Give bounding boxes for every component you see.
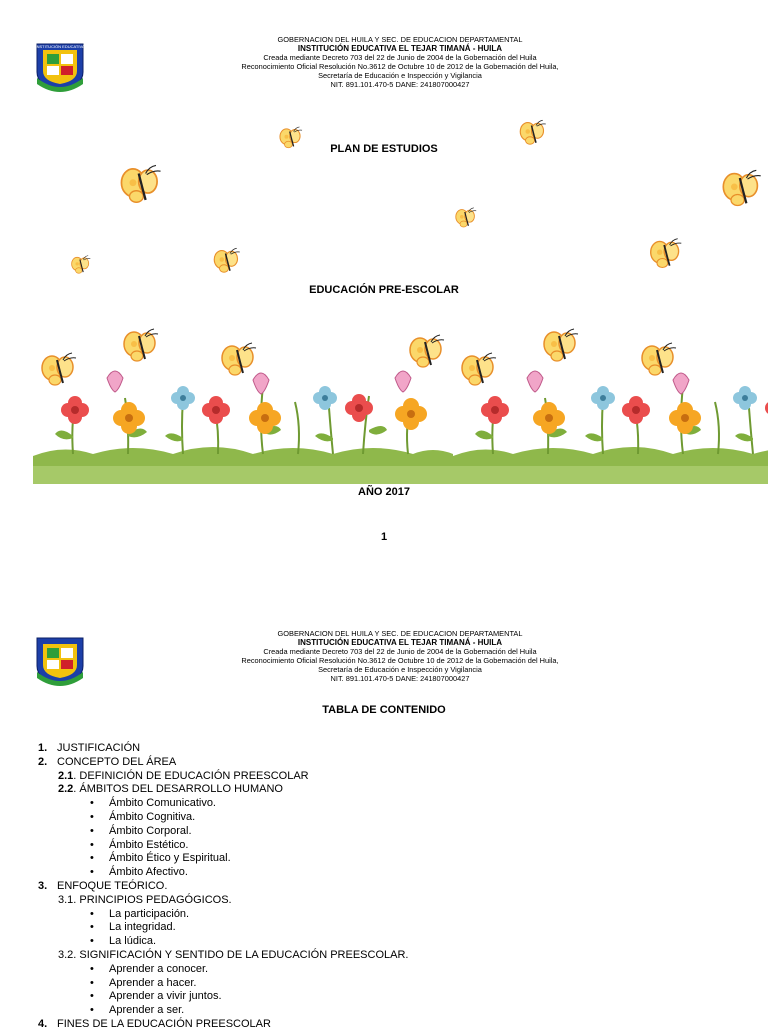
toc-item bbox=[38, 921, 758, 935]
svg-text:INSTITUCIÓN EDUCATIVA: INSTITUCIÓN EDUCATIVA bbox=[35, 44, 85, 49]
header-line-3: Creada mediante Decreto 703 del 22 de Junio de 2004 de la Gobernación del Huila bbox=[263, 647, 537, 656]
toc-item bbox=[38, 963, 758, 977]
toc-item bbox=[38, 783, 758, 797]
toc-item bbox=[38, 894, 758, 908]
header-line-5: Secretaría de Educación e Inspección y Vigilancia bbox=[318, 71, 482, 80]
toc-item-text: Ámbito Estético. bbox=[109, 838, 189, 851]
toc-item-text: Ámbito Afectivo. bbox=[109, 866, 188, 879]
toc-item-number: 2.2 bbox=[58, 783, 74, 796]
toc-item bbox=[38, 1004, 758, 1018]
toc-item-text: Ámbito Ético y Espiritual. bbox=[109, 852, 231, 865]
bullet-icon: • bbox=[90, 935, 94, 948]
toc-item-text: FINES DE LA EDUCACIÓN PREESCOLAR bbox=[57, 1017, 271, 1030]
bullet-icon: • bbox=[90, 962, 94, 975]
butterfly-icon bbox=[212, 246, 242, 276]
butterfly-icon bbox=[70, 254, 92, 276]
toc-item-text: CONCEPTO DEL ÁREA bbox=[57, 755, 177, 768]
toc-item bbox=[38, 977, 758, 991]
toc-item-text: La lúdica. bbox=[109, 935, 157, 948]
page-separator bbox=[0, 570, 768, 612]
toc-item-text: . DEFINICIÓN DE EDUCACIÓN PREESCOLAR bbox=[73, 769, 309, 782]
institution-header bbox=[200, 629, 600, 683]
header-line-5: Secretaría de Educación e Inspección y Vigilancia bbox=[318, 665, 482, 674]
header-institution-name: INSTITUCIÓN EDUCATIVA EL TEJAR TIMANÁ - HUILA bbox=[297, 638, 503, 647]
toc-item-text: Aprender a ser. bbox=[109, 1004, 185, 1017]
toc-item-text: Aprender a vivir juntos. bbox=[109, 990, 222, 1003]
bullet-icon: • bbox=[90, 838, 94, 851]
toc-item-number: 1. bbox=[38, 742, 48, 754]
bullet-icon: • bbox=[90, 1004, 94, 1017]
toc-item-text: Ámbito Cognitiva. bbox=[109, 810, 196, 823]
toc-item-text: ENFOQUE TEÓRICO. bbox=[57, 879, 168, 892]
school-crest-logo bbox=[33, 632, 87, 686]
butterfly-icon bbox=[648, 236, 684, 272]
header-line-6: NIT. 891.101.470-5 DANE: 241807000427 bbox=[330, 674, 470, 683]
toc-item-number: 4. bbox=[38, 1017, 48, 1030]
toc-item-text: Aprender a conocer. bbox=[109, 962, 209, 975]
bullet-icon: • bbox=[90, 921, 94, 934]
toc-item-text: 3.1. PRINCIPIOS PEDAGÓGICOS. bbox=[58, 893, 232, 906]
toc-item-text: Aprender a hacer. bbox=[109, 976, 197, 989]
toc-item-text: 3.2. SIGNIFICACIÓN Y SENTIDO DE LA EDUCACIÓN PREESCOLAR. bbox=[58, 948, 409, 961]
toc-item-number: 2. bbox=[38, 755, 48, 768]
toc-item bbox=[38, 908, 758, 922]
toc-item bbox=[38, 935, 758, 949]
butterfly-icon bbox=[720, 167, 764, 211]
butterfly-icon bbox=[118, 162, 164, 208]
header-institution-name: INSTITUCIÓN EDUCATIVA EL TEJAR TIMANÁ - HUILA bbox=[297, 44, 503, 53]
header-line-3: Creada mediante Decreto 703 del 22 de Junio de 2004 de la Gobernación del Huila bbox=[263, 53, 537, 62]
toc-item-text: La integridad. bbox=[109, 921, 176, 934]
toc-item bbox=[38, 852, 758, 866]
toc-item bbox=[38, 990, 758, 1004]
toc-item-text: La participación. bbox=[109, 907, 190, 920]
contents-title: TABLA DE CONTENIDO bbox=[322, 704, 446, 716]
toc-item-text: . ÁMBITOS DEL DESARROLLO HUMANO bbox=[73, 783, 283, 796]
bullet-icon: • bbox=[90, 852, 94, 865]
page-number: 1 bbox=[380, 531, 388, 543]
contents-page bbox=[0, 612, 768, 1030]
table-of-contents bbox=[38, 742, 758, 1032]
header-line-6: NIT. 891.101.470-5 DANE: 241807000427 bbox=[330, 80, 470, 89]
bullet-icon: • bbox=[90, 990, 94, 1003]
plan-title: PLAN DE ESTUDIOS bbox=[330, 143, 438, 155]
bullet-icon: • bbox=[90, 797, 94, 810]
institution-header bbox=[200, 35, 600, 89]
toc-item bbox=[38, 797, 758, 811]
bullet-icon: • bbox=[90, 824, 94, 837]
toc-item bbox=[38, 756, 758, 770]
toc-item-text: Ámbito Comunicativo. bbox=[109, 797, 216, 810]
toc-item-text: JUSTIFICACIÓN bbox=[57, 742, 141, 754]
toc-item bbox=[38, 949, 758, 963]
year-label: AÑO 2017 bbox=[358, 486, 410, 498]
bullet-icon: • bbox=[90, 976, 94, 989]
toc-item-number: 2.1 bbox=[58, 769, 74, 782]
toc-item-number: 3. bbox=[38, 879, 48, 892]
toc-item bbox=[38, 1018, 758, 1032]
toc-item bbox=[38, 811, 758, 825]
toc-item bbox=[38, 866, 758, 880]
toc-item bbox=[38, 880, 758, 894]
toc-item bbox=[38, 839, 758, 853]
header-line-1: GOBERNACION DEL HUILA Y SEC. DE EDUCACION DEPARTAMENTAL bbox=[277, 629, 523, 638]
butterfly-icon bbox=[454, 206, 478, 230]
toc-item bbox=[38, 742, 758, 756]
bullet-icon: • bbox=[90, 810, 94, 823]
header-line-4: Reconocimiento Oficial Resolución No.3612 de Octubre 10 de 2012 de la Gobernación del Huila, bbox=[241, 62, 559, 71]
bullet-icon: • bbox=[90, 866, 94, 879]
bullet-icon: • bbox=[90, 907, 94, 920]
toc-item-text: Ámbito Corporal. bbox=[109, 824, 192, 837]
toc-item bbox=[38, 825, 758, 839]
program-subtitle: EDUCACIÓN PRE-ESCOLAR bbox=[309, 284, 459, 296]
toc-item bbox=[38, 770, 758, 784]
header-line-1: GOBERNACION DEL HUILA Y SEC. DE EDUCACION DEPARTAMENTAL bbox=[277, 35, 523, 44]
flower-meadow-illustration bbox=[33, 326, 768, 484]
header-line-4: Reconocimiento Oficial Resolución No.3612 de Octubre 10 de 2012 de la Gobernación del Huila, bbox=[241, 656, 559, 665]
school-crest-logo bbox=[33, 38, 87, 92]
